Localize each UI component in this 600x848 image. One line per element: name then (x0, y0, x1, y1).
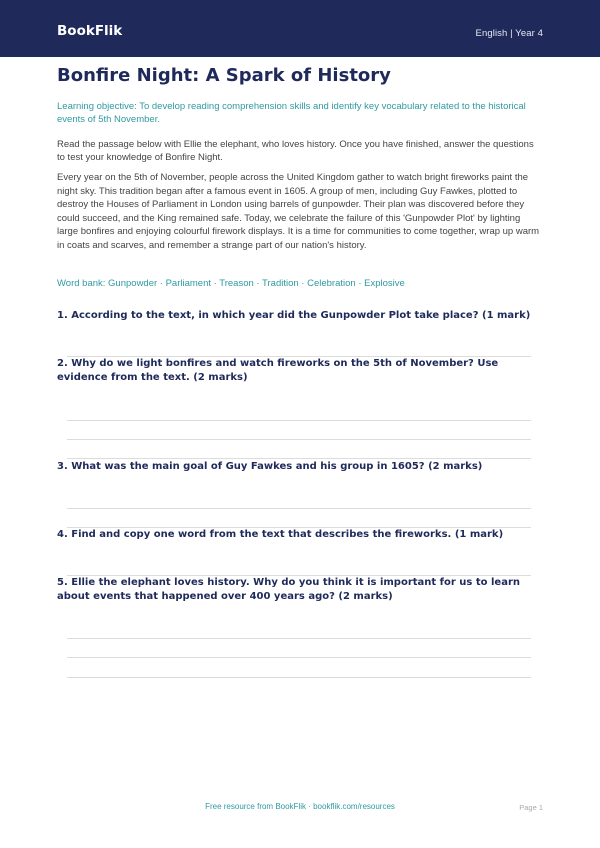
subject-year-label: English | Year 4 (475, 28, 543, 39)
header-bar (0, 0, 600, 57)
answer-line[interactable] (67, 677, 531, 678)
reading-passage: Every year on the 5th of November, people across the United Kingdom gather to watch bright fireworks paint the night sky. This tradition began after a famous event in 1605. A group of men, including Guy Fawkes, plotted to destroy the Houses of Parliament in London using barrels of gunpowder. Their plan was discovered before they could succeed, and the King remained safe. Today, we celebrate the failure of this 'Gunpowder Plot' by lighting large bonfires and enjoying colourful firework displays. It is a time for communities to come together, wrap up warm in coats and scarves, and remember a strange part of our nation's history. (57, 172, 540, 251)
question-3: 3. What was the main goal of Guy Fawkes and his group in 1605? (2 marks) (57, 461, 483, 472)
intro-paragraph: Read the passage below with Ellie the elephant, who loves history. Once you have finished, answer the questions to test your knowledge of Bonfire Night. (57, 139, 534, 163)
word-bank: Word bank: Gunpowder · Parliament · Treason · Tradition · Celebration · Explosive (57, 278, 405, 289)
answer-line[interactable] (67, 657, 531, 658)
question-1: 1. According to the text, in which year did the Gunpowder Plot take place? (1 mark) (57, 310, 531, 321)
answer-line[interactable] (67, 420, 531, 421)
question-4: 4. Find and copy one word from the text that describes the fireworks. (1 mark) (57, 529, 504, 540)
page-title: Bonfire Night: A Spark of History (57, 65, 391, 86)
learning-objective: Learning objective: To develop reading comprehension skills and identify key vocabulary related to the historical events of 5th November. (57, 101, 526, 125)
footer-link[interactable]: Free resource from BookFlik · bookflik.com/resources (205, 802, 395, 811)
question-2: 2. Why do we light bonfires and watch fireworks on the 5th of November? Use evidence from the text. (2 marks) (57, 358, 499, 383)
question-5: 5. Ellie the elephant loves history. Why do you think it is important for us to learn about events that happened over 400 years ago? (2 marks) (57, 577, 520, 602)
answer-line[interactable] (67, 439, 531, 440)
answer-line[interactable] (67, 508, 531, 509)
brand-logo[interactable]: BookFlik (57, 23, 123, 39)
answer-line[interactable] (67, 458, 531, 459)
page-number: Page 1 (519, 803, 543, 812)
answer-line[interactable] (67, 638, 531, 639)
